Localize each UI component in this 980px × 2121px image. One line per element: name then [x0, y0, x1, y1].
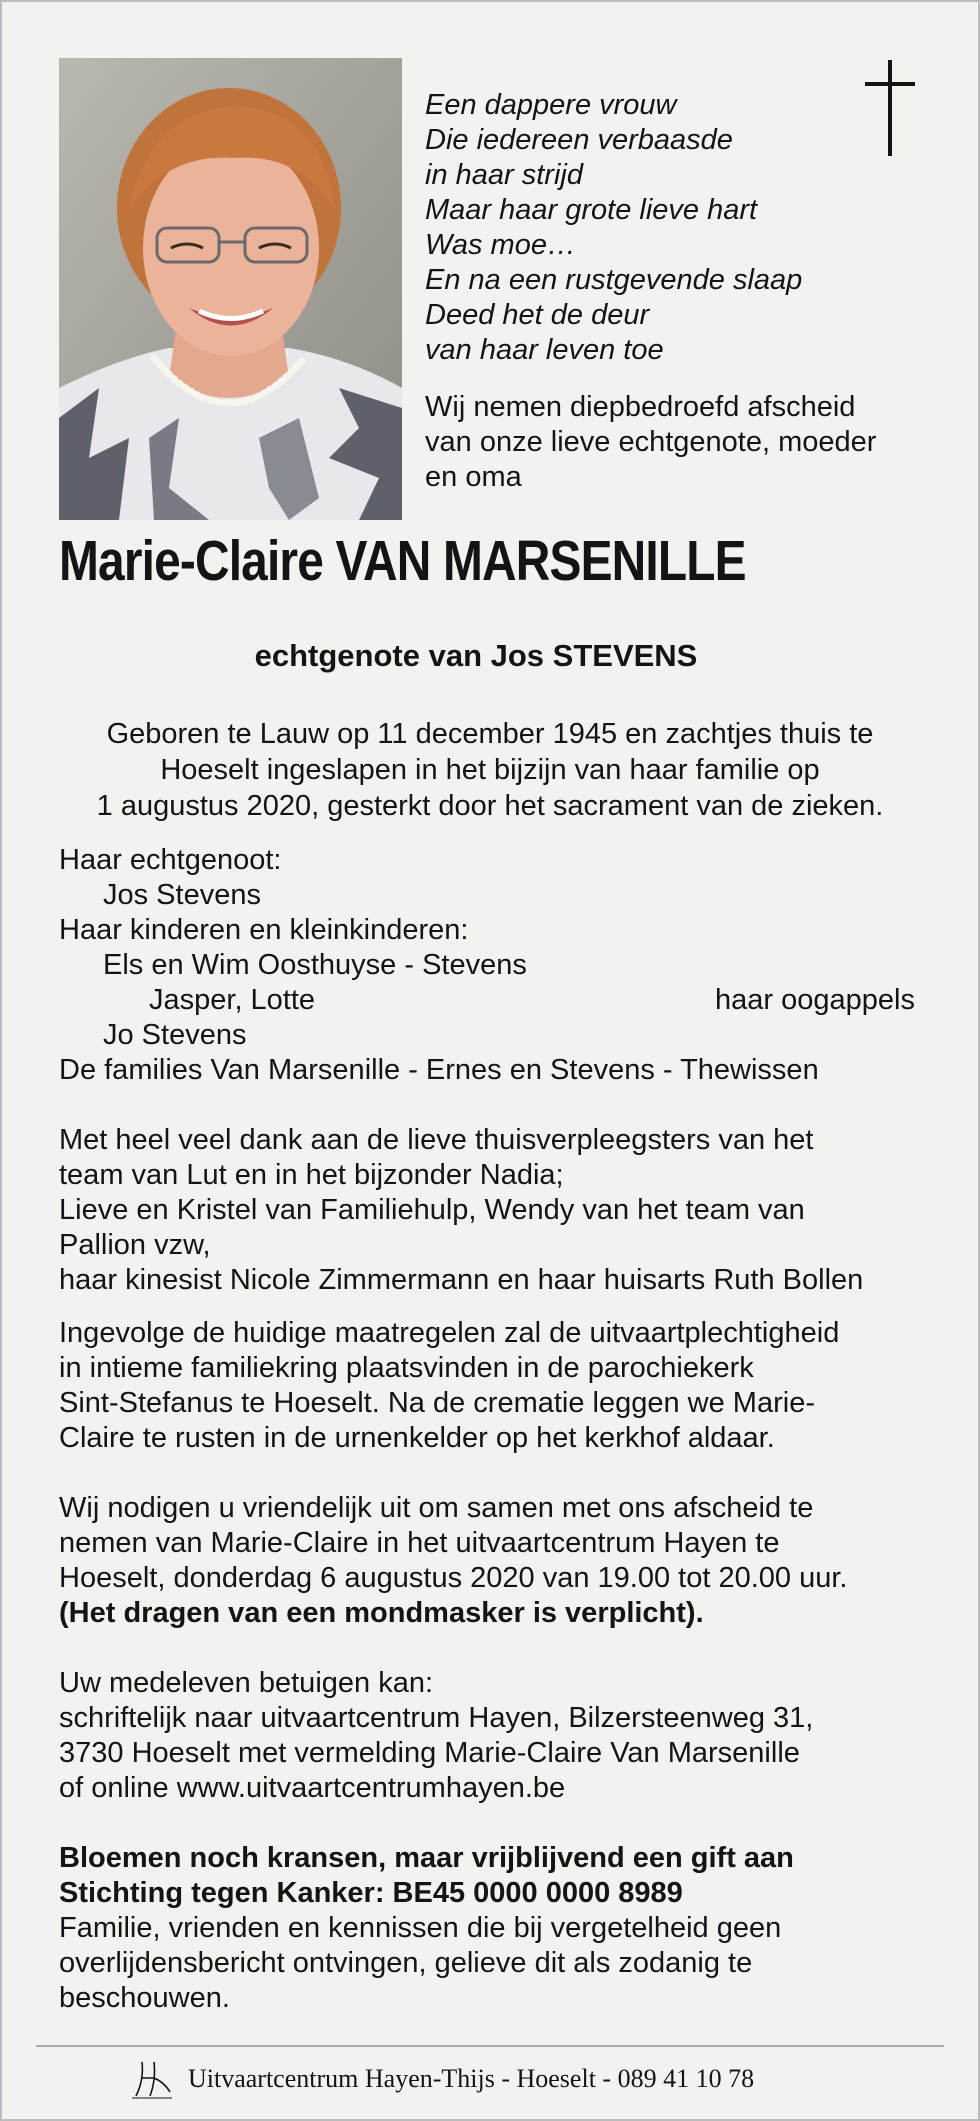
- condolence-line: 3730 Hoeselt met vermelding Marie-Claire Van Marsenille: [59, 1737, 800, 1769]
- intro-line: en oma: [425, 461, 522, 493]
- poem-line: Was moe…: [425, 229, 576, 261]
- invitation-line: Wij nodigen u vriendelijk uit om samen met ons afscheid te: [59, 1492, 814, 1524]
- condolence-line: Uw medeleven betuigen kan:: [59, 1667, 434, 1699]
- condolence-line: schriftelijk naar uitvaartcentrum Hayen, Bilzersteenweg 31,: [59, 1702, 814, 1734]
- poem-line: van haar leven toe: [425, 334, 664, 366]
- poem: [425, 88, 865, 368]
- children-heading: Haar kinderen en kleinkinderen:: [59, 914, 469, 946]
- poem-line: Deed het de deur: [425, 299, 650, 331]
- portrait-photo: [59, 58, 402, 520]
- birth-line: Hoeselt ingeslapen in het bijzijn van haar familie op: [160, 754, 820, 786]
- child-name: Els en Wim Oosthuyse - Stevens: [103, 949, 527, 981]
- notice-line: beschouwen.: [59, 1982, 230, 2014]
- child-name: Jo Stevens: [103, 1019, 247, 1051]
- footer: [130, 2057, 890, 2101]
- intro-line: van onze lieve echtgenote, moeder: [425, 426, 877, 458]
- spouse-line: echtgenote van Jos STEVENS: [254, 638, 698, 673]
- poem-line: Een dappere vrouw: [425, 89, 677, 121]
- thanks-line: team van Lut en in het bijzonder Nadia;: [59, 1159, 564, 1191]
- flowers-line: Stichting tegen Kanker: BE45 0000 0000 8989: [59, 1877, 683, 1909]
- cross-icon: [865, 60, 915, 156]
- families-line: De families Van Marsenille - Ernes en Stevens - Thewissen: [59, 1054, 819, 1086]
- grandchildren-note: haar oogappels: [715, 984, 915, 1016]
- birth-line: 1 augustus 2020, gesterkt door het sacrament van de zieken.: [96, 790, 884, 822]
- ceremony-line: Ingevolge de huidige maatregelen zal de uitvaartplechtigheid: [59, 1317, 840, 1349]
- thanks-line: haar kinesist Nicole Zimmermann en haar huisarts Ruth Bollen: [59, 1264, 864, 1296]
- footer-text: Uitvaartcentrum Hayen-Thijs - Hoeselt - 089 41 10 78: [188, 2064, 755, 2093]
- poem-line: Maar haar grote lieve hart: [425, 194, 758, 226]
- footer-divider: [36, 2045, 944, 2047]
- thanks-line: Met heel veel dank aan de lieve thuisverpleegsters van het: [59, 1124, 814, 1156]
- birth-death-paragraph: [40, 716, 940, 824]
- invitation-line: nemen van Marie-Claire in het uitvaartcentrum Hayen te: [59, 1527, 780, 1559]
- mask-notice: (Het dragen van een mondmasker is verplicht).: [59, 1597, 704, 1629]
- condolence-line: of online www.uitvaartcentrumhayen.be: [59, 1772, 566, 1804]
- intro-line: Wij nemen diepbedroefd afscheid: [425, 391, 856, 423]
- announcement-body: [59, 843, 939, 2016]
- farewell-intro: [425, 390, 925, 495]
- birth-line: Geboren te Lauw op 11 december 1945 en zachtjes thuis te: [106, 718, 874, 750]
- notice-line: Familie, vrienden en kennissen die bij vergetelheid geen: [59, 1912, 782, 1944]
- ceremony-line: Sint-Stefanus te Hoeselt. Na de crematie leggen we Marie-: [59, 1387, 815, 1419]
- spouse-heading: Haar echtgenoot:: [59, 844, 282, 876]
- poem-line: in haar strijd: [425, 159, 583, 191]
- invitation-line: Hoeselt, donderdag 6 augustus 2020 van 19.00 tot 20.00 uur.: [59, 1562, 848, 1594]
- flowers-line: Bloemen noch kransen, maar vrijblijvend een gift aan: [59, 1842, 794, 1874]
- deceased-name: Marie-Claire VAN MARSENILLE: [59, 529, 746, 593]
- thanks-line: Pallion vzw,: [59, 1229, 211, 1261]
- ceremony-line: in intieme familiekring plaatsvinden in de parochiekerk: [59, 1352, 754, 1384]
- ceremony-line: Claire te rusten in de urnenkelder op het kerkhof aldaar.: [59, 1422, 775, 1454]
- spouse-name: Jos Stevens: [103, 879, 261, 911]
- thanks-line: Lieve en Kristel van Familiehulp, Wendy van het team van: [59, 1194, 805, 1226]
- grandchildren-names: Jasper, Lotte: [149, 984, 316, 1016]
- poem-line: En na een rustgevende slaap: [425, 264, 803, 296]
- funeral-home-logo-icon: [130, 2058, 174, 2100]
- notice-line: overlijdensbericht ontvingen, gelieve dit als zodanig te: [59, 1947, 753, 1979]
- grandchildren-row: [59, 983, 915, 1018]
- poem-line: Die iedereen verbaasde: [425, 124, 733, 156]
